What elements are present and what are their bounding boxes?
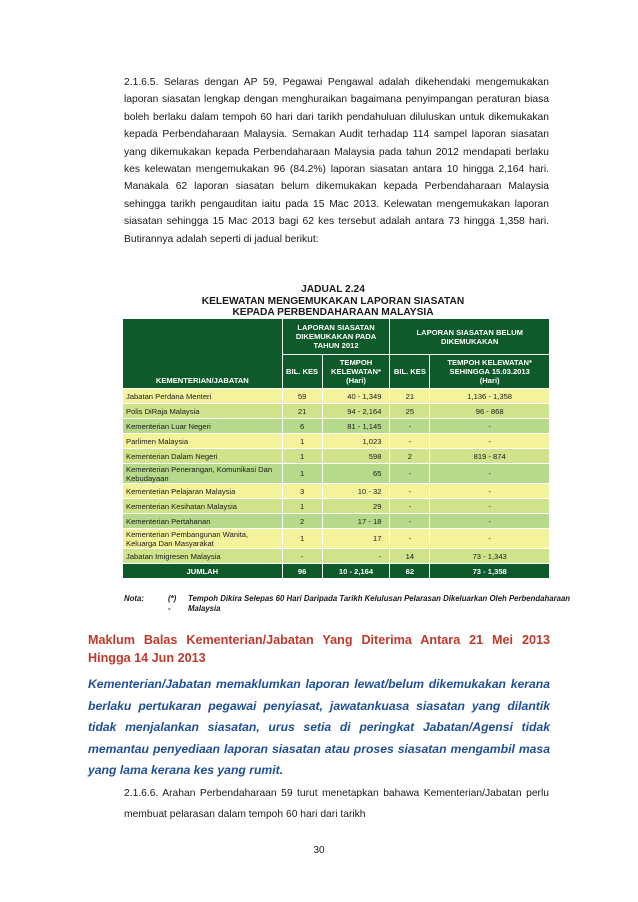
table-total-row	[123, 564, 550, 579]
row-bil1: 59	[282, 389, 322, 404]
table-row	[123, 529, 550, 549]
table-row	[123, 464, 550, 484]
response-heading: Maklum Balas Kementerian/Jabatan Yang Diterima Antara 21 Mei 2013 Hingga 14 Jun 2013	[88, 633, 550, 665]
row-tempoh2: -	[430, 484, 550, 499]
paragraph-2-1-6-5: 2.1.6.5. Selaras dengan AP 59, Pegawai Pengawal adalah dikehendaki mengemukakan laporan siasatan lengkap dengan menghuraikan bagaimana penyimpangan peraturan biasa boleh berlaku dalam tempoh 60 hari dari tarikh pendahuluan diluluskan untuk dikemukakan kepada Perbendaharaan Malaysia. Semakan Audit terhadap 114 sampel laporan siasatan yang dikemukakan kepada Perbendaharaan Malaysia pada tahun 2012 mendapati berlaku kes kelewatan mengemukakan 96 (84.2%) laporan siasatan antara 10 hingga 2,164 hari. Manakala 62 laporan siasatan belum dikemukakan kepada Perbendaharaan Malaysia sehingga tarikh pengauditan iaitu pada 15 Mac 2013. Kelewatan mengemukakan laporan siasatan sehingga 15 Mac 2013 bagi 62 kes tersebut adalah antara 73 hingga 1,358 hari. Butirannya adalah seperti di jadual berikut:	[124, 77, 549, 245]
row-tempoh2: 96 - 868	[430, 404, 550, 419]
table-title-number: JADUAL 2.24	[301, 284, 365, 295]
row-bil1: 21	[282, 404, 322, 419]
note-label: Nota:	[124, 594, 144, 603]
row-kementerian: Jabatan Imigresen Malaysia	[123, 549, 283, 564]
header-group-pending: LAPORAN SIASATAN BELUM DIKEMUKAKAN	[390, 319, 550, 355]
row-tempoh2: -	[430, 529, 550, 549]
header-bil-kes-1: BIL. KES	[282, 355, 322, 389]
row-bil1: 1	[282, 434, 322, 449]
row-bil2: 21	[390, 389, 430, 404]
row-tempoh1: 29	[322, 499, 390, 514]
header-tempoh-2-unit: (Hari)	[479, 376, 500, 385]
note-text: Tempoh Dikira Selepas 60 Hari Daripada Tarikh Kelulusan Pelarasan Dikeluarkan Oleh Perbendaharaan Malaysia	[188, 594, 571, 613]
row-tempoh2: -	[430, 514, 550, 529]
row-tempoh2: -	[430, 464, 550, 484]
header-group-submitted: LAPORAN SIASATAN DIKEMUKAKAN PADA TAHUN 2012	[282, 319, 390, 355]
table-row	[123, 484, 550, 499]
row-bil1: 6	[282, 419, 322, 434]
row-tempoh1: 10 - 32	[322, 484, 390, 499]
row-kementerian: Kementerian Pelajaran Malaysia	[123, 484, 283, 499]
table-row	[123, 404, 550, 419]
row-bil2: -	[390, 419, 430, 434]
row-bil2: -	[390, 484, 430, 499]
row-tempoh2: 1,136 - 1,358	[430, 389, 550, 404]
row-bil1: 1	[282, 499, 322, 514]
row-tempoh1: 17	[322, 529, 390, 549]
row-bil1: 1	[282, 464, 322, 484]
header-tempoh-1-unit: (Hari)	[346, 376, 366, 385]
table-title-line1: KELEWATAN MENGEMUKAKAN LAPORAN SIASATAN	[201, 296, 465, 307]
row-tempoh1: 17 - 18	[322, 514, 390, 529]
header-tempoh-1-label: TEMPOH KELEWATAN*	[331, 358, 381, 376]
table-row	[123, 434, 550, 449]
row-kementerian: Kementerian Pembangunan Wanita, Keluarga Dan Masyarakat	[123, 529, 283, 549]
row-bil2: -	[390, 434, 430, 449]
row-bil2: -	[390, 529, 430, 549]
table-row	[123, 449, 550, 464]
total-bil2: 62	[390, 564, 430, 579]
page-number: 30	[313, 845, 325, 856]
total-label: JUMLAH	[123, 564, 283, 579]
header-kementerian: KEMENTERIAN/JABATAN	[123, 319, 283, 389]
row-tempoh1: 65	[322, 464, 390, 484]
row-kementerian: Kementerian Pertahanan	[123, 514, 283, 529]
row-kementerian: Kementerian Kesihatan Malaysia	[123, 499, 283, 514]
row-bil2: 25	[390, 404, 430, 419]
row-kementerian: Parlimen Malaysia	[123, 434, 283, 449]
note-symbol: (*) -	[168, 594, 177, 613]
row-bil1: -	[282, 549, 322, 564]
row-bil1: 1	[282, 529, 322, 549]
row-tempoh1: 81 - 1,145	[322, 419, 390, 434]
row-tempoh1: 1,023	[322, 434, 390, 449]
table-title-line2: KEPADA PERBENDAHARAAN MALAYSIA	[232, 307, 434, 318]
delay-table	[122, 318, 550, 579]
table-row	[123, 389, 550, 404]
table-row	[123, 499, 550, 514]
row-bil2: -	[390, 499, 430, 514]
total-tempoh1: 10 - 2,164	[322, 564, 390, 579]
row-tempoh2: -	[430, 419, 550, 434]
row-kementerian: Kementerian Penerangan, Komunikasi Dan Kebudayaan	[123, 464, 283, 484]
header-tempoh-2-label: TEMPOH KELEWATAN* SEHINGGA 15.03.2013	[447, 358, 532, 376]
row-tempoh1: -	[322, 549, 390, 564]
row-tempoh2: -	[430, 434, 550, 449]
table-body	[123, 389, 550, 564]
total-tempoh2: 73 - 1,358	[430, 564, 550, 579]
row-bil2: 14	[390, 549, 430, 564]
row-kementerian: Kementerian Luar Negeri	[123, 419, 283, 434]
row-kementerian: Polis DiRaja Malaysia	[123, 404, 283, 419]
row-tempoh2: -	[430, 499, 550, 514]
row-bil2: -	[390, 514, 430, 529]
row-bil2: -	[390, 464, 430, 484]
row-bil1: 2	[282, 514, 322, 529]
row-kementerian: Kementerian Dalam Negeri	[123, 449, 283, 464]
header-tempoh-1	[322, 355, 390, 389]
table-row	[123, 514, 550, 529]
ministry-response: Kementerian/Jabatan memaklumkan laporan lewat/belum dikemukakan kerana berlaku pertukaran pegawai penyiasat, jawatankuasa siasatan yang dilantik tidak menjalankan siasatan, urus setia di peringkat Jabatan/Agensi tidak memantau penyediaan laporan siasatan atau proses siasatan mengambil masa yang lama kerana kes yang rumit.	[88, 677, 550, 778]
row-tempoh1: 94 - 2,164	[322, 404, 390, 419]
row-bil1: 3	[282, 484, 322, 499]
row-tempoh1: 40 - 1,349	[322, 389, 390, 404]
row-bil1: 1	[282, 449, 322, 464]
row-tempoh2: 819 - 874	[430, 449, 550, 464]
row-tempoh1: 598	[322, 449, 390, 464]
table-row	[123, 419, 550, 434]
row-kementerian: Jabatan Perdana Menteri	[123, 389, 283, 404]
header-tempoh-2	[430, 355, 550, 389]
paragraph-2-1-6-6: 2.1.6.6. Arahan Perbendaharaan 59 turut menetapkan bahawa Kementerian/Jabatan perlu membuat pelarasan dalam tempoh 60 hari dari tarikh	[124, 788, 549, 820]
row-bil2: 2	[390, 449, 430, 464]
row-tempoh2: 73 - 1,343	[430, 549, 550, 564]
total-bil1: 96	[282, 564, 322, 579]
table-row	[123, 549, 550, 564]
header-bil-kes-2: BIL. KES	[390, 355, 430, 389]
